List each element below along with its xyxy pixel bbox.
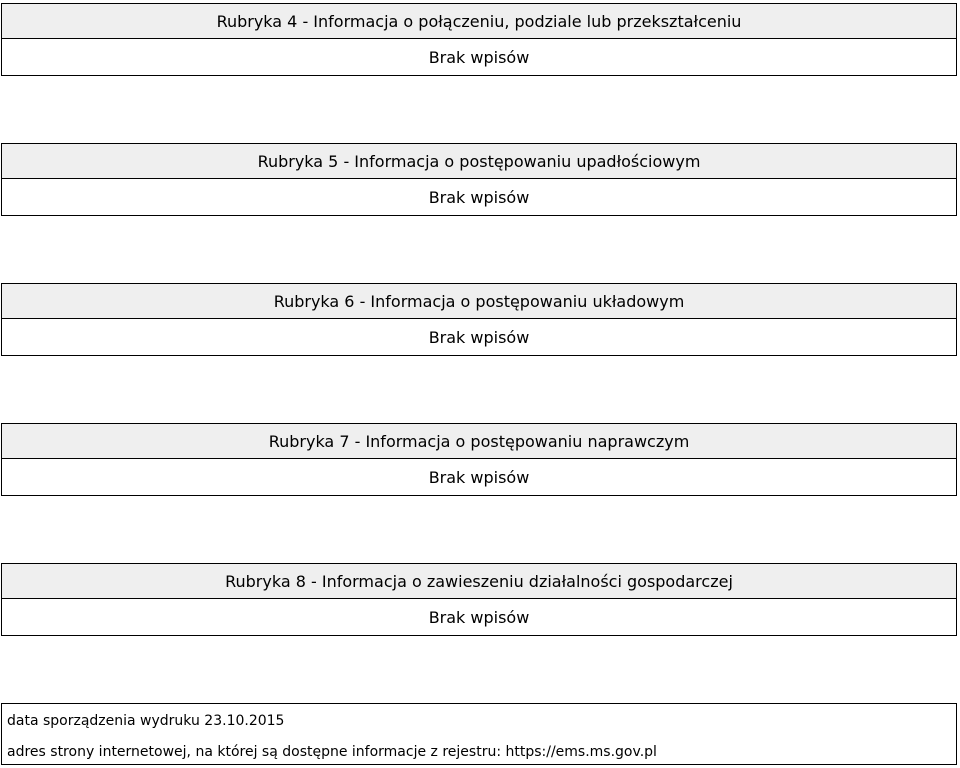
section-title: Rubryka 7 - Informacja o postępowaniu naprawczym (1, 423, 957, 459)
print-date: data sporządzenia wydruku 23.10.2015 (7, 713, 285, 729)
section-title: Rubryka 8 - Informacja o zawieszeniu działalności gospodarczej (1, 563, 957, 599)
section-rubryka-4 (1, 3, 957, 76)
section-rubryka-8 (1, 563, 957, 636)
print-footer (1, 703, 957, 765)
section-title: Rubryka 4 - Informacja o połączeniu, podziale lub przekształceniu (1, 3, 957, 39)
section-rubryka-6 (1, 283, 957, 356)
section-status: Brak wpisów (1, 599, 957, 636)
section-title: Rubryka 6 - Informacja o postępowaniu układowym (1, 283, 957, 319)
section-status: Brak wpisów (1, 319, 957, 356)
section-status: Brak wpisów (1, 179, 957, 216)
section-status: Brak wpisów (1, 459, 957, 496)
section-title: Rubryka 5 - Informacja o postępowaniu upadłościowym (1, 143, 957, 179)
section-status: Brak wpisów (1, 39, 957, 76)
section-rubryka-5 (1, 143, 957, 216)
section-rubryka-7 (1, 423, 957, 496)
registry-website-note: adres strony internetowej, na której są dostępne informacje z rejestru: https://ems.ms.gov.pl (7, 744, 657, 760)
